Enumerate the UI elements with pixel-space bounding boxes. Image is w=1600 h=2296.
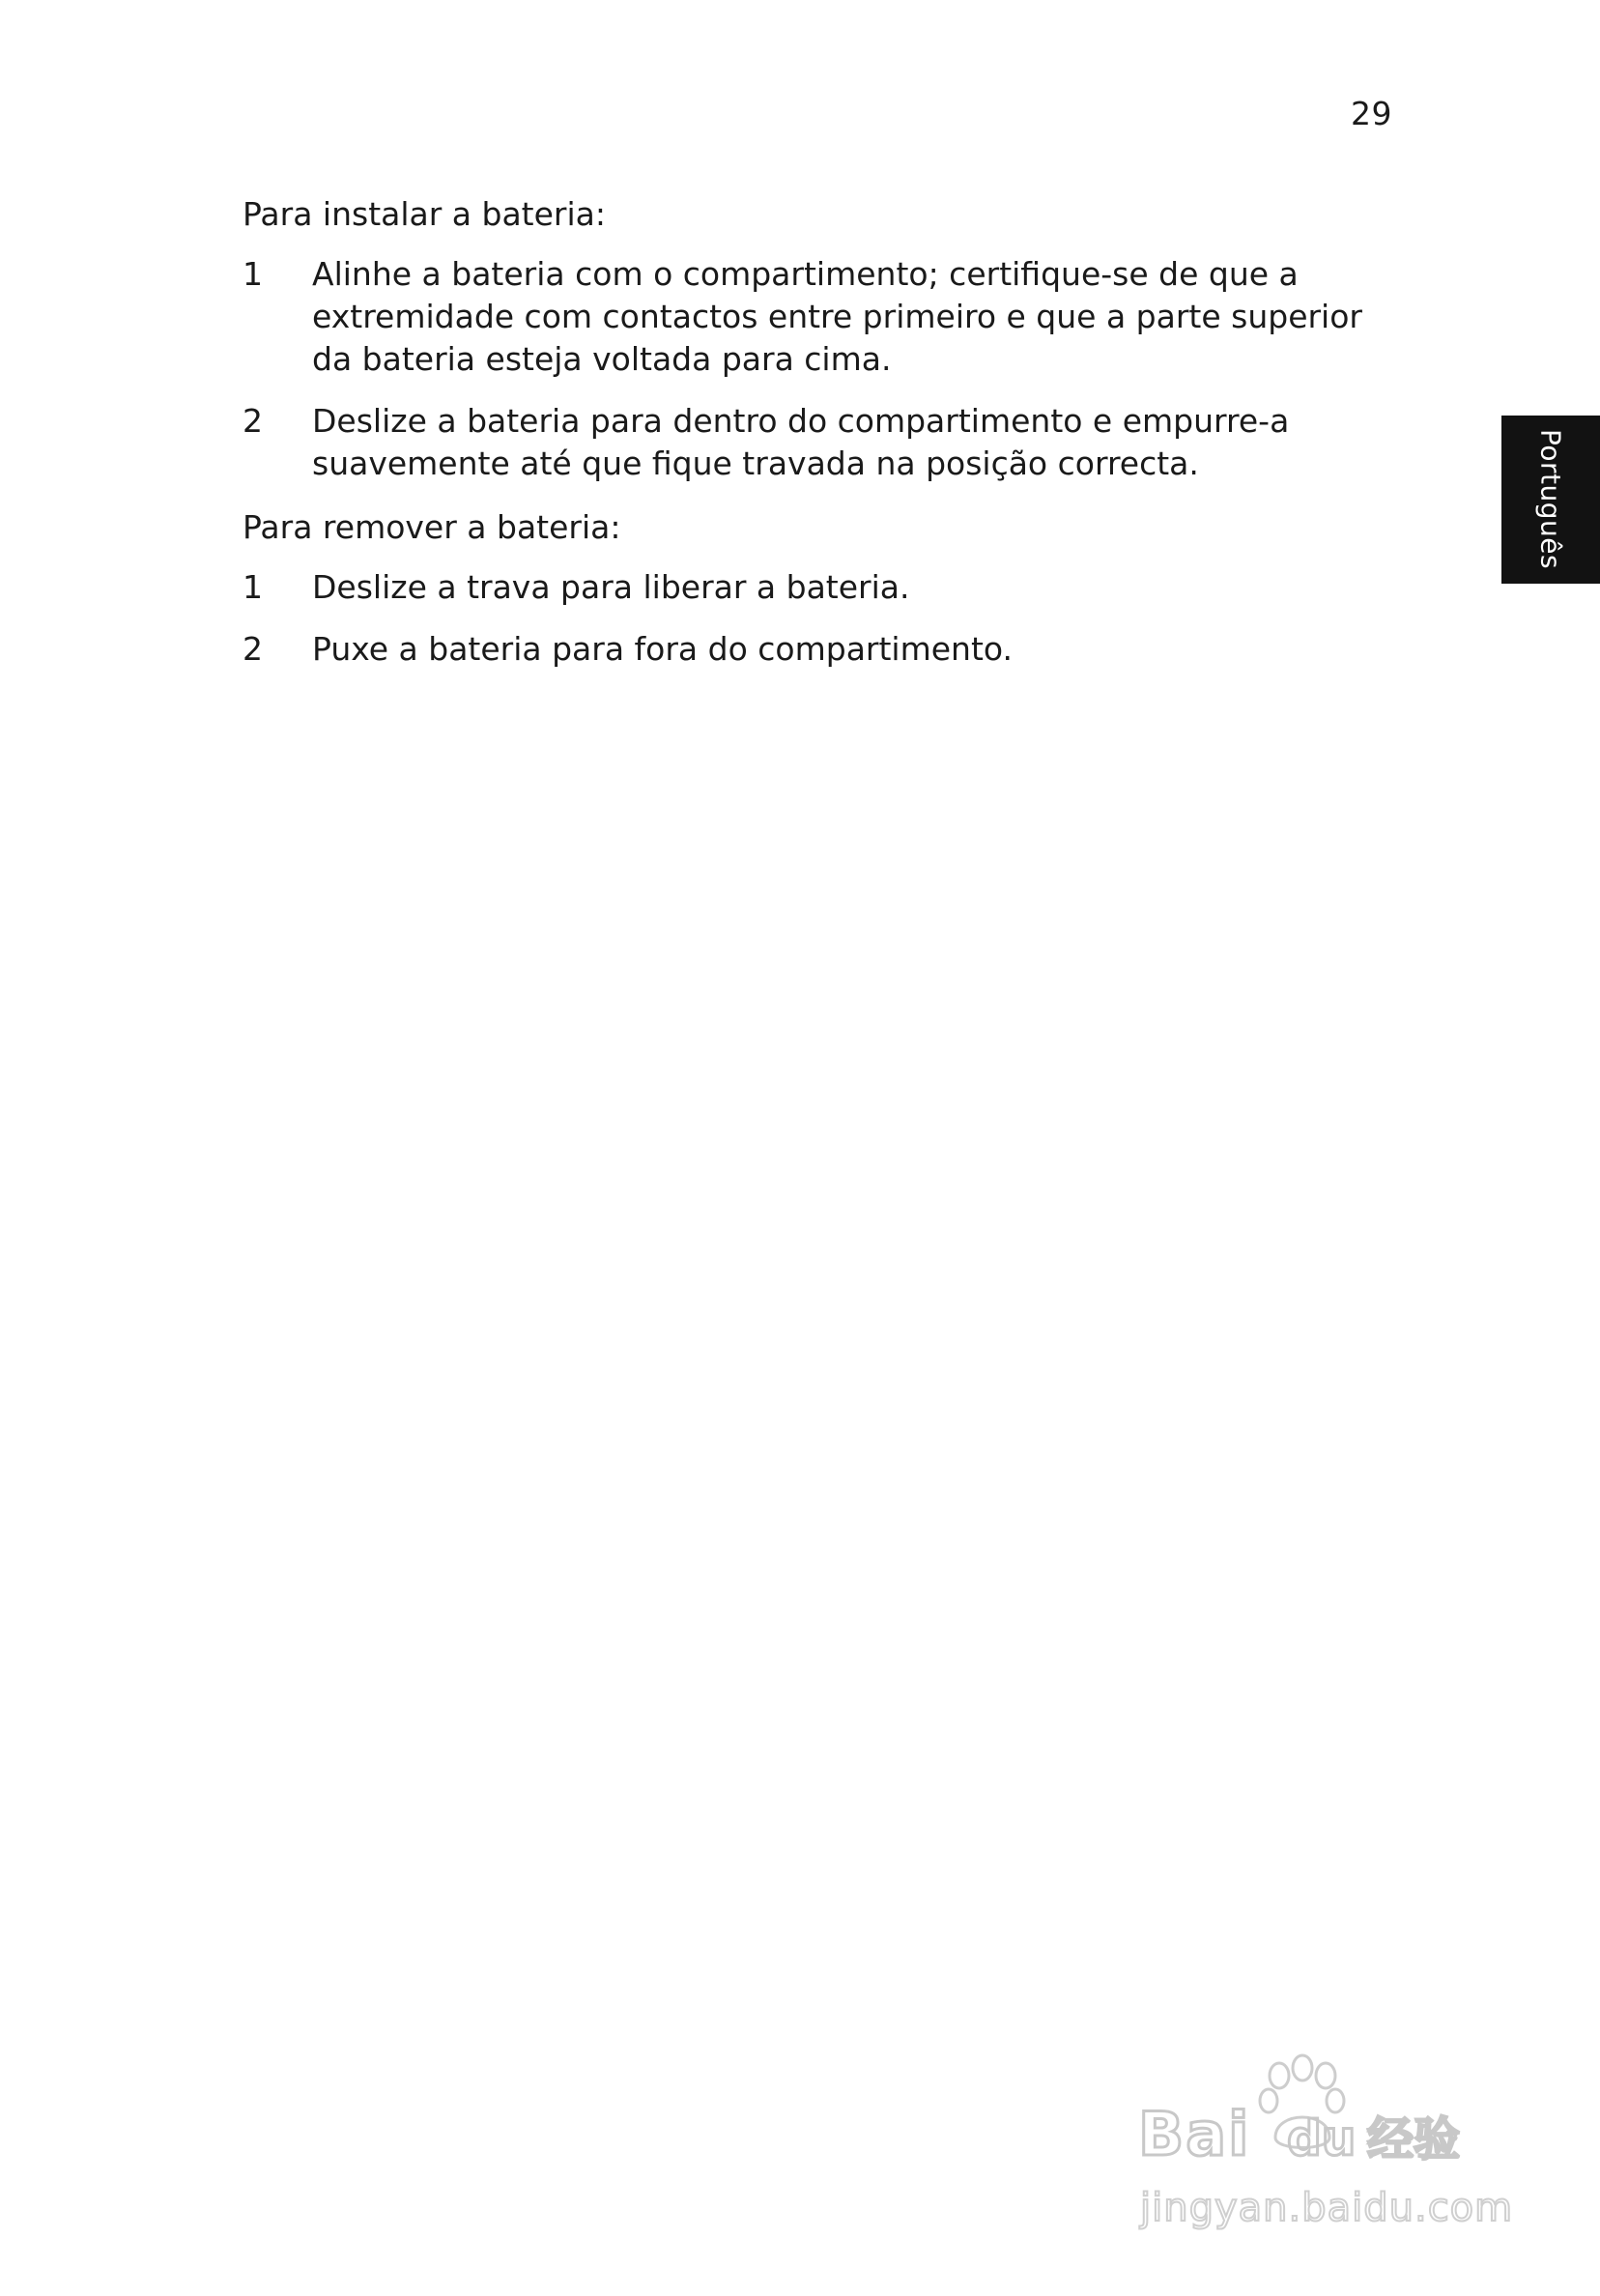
language-tab-label: Português <box>1534 429 1567 570</box>
svg-text:经验: 经验 <box>1367 2112 1461 2167</box>
step-text: Puxe a bateria para fora do compartimento. <box>312 630 1014 668</box>
step-number: 2 <box>243 630 263 668</box>
step-text: Alinhe a bateria com o compartimento; certifique-se de que a extremidade com contactos entre primeiro e que a parte superior da bateria esteja voltada para cima. <box>312 255 1362 378</box>
step-text: Deslize a bateria para dentro do compartimento e empurre-a suavemente até que fique travada na posição correcta. <box>312 402 1290 482</box>
step-number: 1 <box>243 255 263 293</box>
install-section <box>243 193 1392 485</box>
remove-section <box>243 506 1392 671</box>
svg-text:Bai: Bai <box>1138 2099 1251 2169</box>
svg-text:jingyan.baidu.com: jingyan.baidu.com <box>1140 2186 1514 2230</box>
install-step-1 <box>243 253 1392 381</box>
main-content <box>243 193 1392 692</box>
language-side-tab <box>1501 416 1600 584</box>
step-number: 2 <box>243 402 263 440</box>
remove-heading: Para remover a bateria: <box>243 508 621 546</box>
remove-step-2 <box>243 628 1392 671</box>
remove-step-1 <box>243 566 1392 609</box>
page-number: 29 <box>1351 95 1392 132</box>
install-heading: Para instalar a bateria: <box>243 195 607 233</box>
install-step-2 <box>243 400 1392 485</box>
step-number: 1 <box>243 568 263 606</box>
svg-text:du: du <box>1287 2110 1357 2167</box>
step-text: Deslize a trava para liberar a bateria. <box>312 568 910 606</box>
baidu-watermark-logo <box>1130 2049 1517 2242</box>
install-steps-list <box>243 253 1392 485</box>
remove-steps-list <box>243 566 1392 671</box>
